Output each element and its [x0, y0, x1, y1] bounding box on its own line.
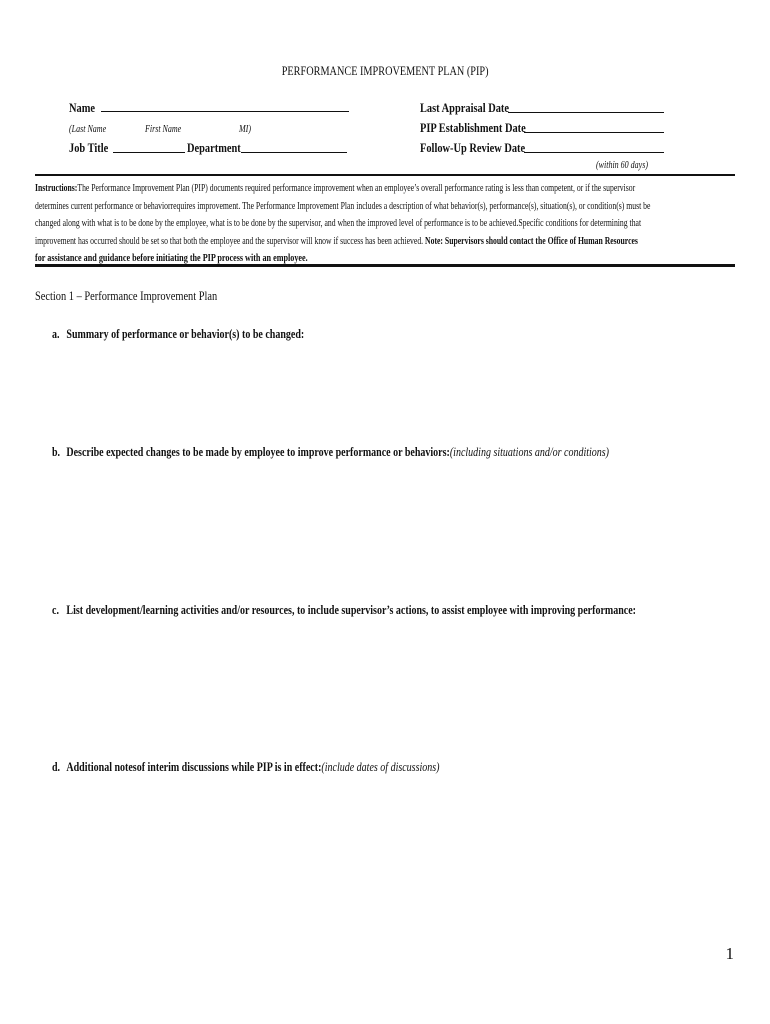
page-title: PERFORMANCE IMPROVEMENT PLAN (PIP) [281, 64, 489, 78]
last-appraisal-input-line[interactable] [508, 101, 664, 113]
item-d-label: d. [52, 760, 61, 774]
first-name-caption: First Name [145, 124, 182, 135]
department-label: Department [187, 140, 241, 155]
mi-caption: MI) [239, 124, 251, 135]
item-c-label: c. [52, 603, 59, 617]
item-c [52, 603, 636, 618]
last-appraisal-label: Last Appraisal Date [420, 100, 509, 115]
instructions-line-4: improvement has occurred should be set so that both the employee and the supervisor will know if success has been achieved. Note: Supervisors should contact the Office of Human Resources [35, 234, 638, 247]
page-number: 1 [725, 944, 734, 963]
follow-up-label: Follow-Up Review Date [420, 140, 526, 155]
item-a [52, 327, 304, 342]
instructions-line-3: changed along with what is to be done by the employee, what is to be done by the supervisor, and when the improved level of performance is to be achieved.Specific conditions for determining that [35, 217, 642, 229]
item-a-label: a. [52, 327, 60, 341]
item-b [52, 445, 609, 460]
instructions-lead: Instructions: [35, 182, 78, 194]
item-d-note: (include dates of discussions) [321, 760, 440, 774]
last-name-caption: (Last Name [69, 124, 107, 135]
job-title-label: Job Title [69, 140, 109, 155]
department-input-line[interactable] [241, 141, 347, 153]
instructions-note: Note: Supervisors should contact the Office of Human Resources [425, 234, 638, 247]
item-d-text: Additional notesof interim discussions while PIP is in effect: [66, 760, 322, 774]
pip-establishment-input-line[interactable] [524, 121, 664, 133]
pip-establishment-label: PIP Establishment Date [420, 120, 526, 135]
name-label: Name [69, 100, 95, 115]
item-b-text: Describe expected changes to be made by employee to improve performance or behaviors: [66, 445, 450, 459]
instructions-line-2: determines current performance or behaviorrequires improvement. The Performance Improvement Plan includes a description of what behavior(s), performance(s), situation(s), or condition(s) must be [35, 199, 651, 212]
job-title-input-line[interactable] [113, 141, 185, 153]
name-input-line[interactable] [101, 100, 349, 112]
instructions-line-5: for assistance and guidance before initiating the PIP process with an employee. [35, 252, 308, 264]
item-b-label: b. [52, 445, 61, 459]
item-b-note: (including situations and/or conditions) [449, 445, 610, 459]
item-d [52, 760, 439, 775]
instructions-block [35, 180, 735, 268]
instructions-line-1: Instructions:The Performance Improvement Plan (PIP) documents required performance improvement when an employee’s overall performance rating is less than competent, or if the supervisor [35, 182, 636, 194]
section-1-title: Section 1 – Performance Improvement Plan [35, 288, 218, 303]
item-a-text: Summary of performance or behavior(s) to be changed: [66, 327, 305, 341]
follow-up-input-line[interactable] [524, 141, 664, 153]
top-divider [35, 174, 735, 176]
name-field[interactable] [69, 100, 349, 116]
item-c-text: List development/learning activities and/or resources, to include supervisor’s actions, to assist employee with improving performance: [66, 603, 636, 617]
follow-up-note: (within 60 days) [596, 160, 648, 171]
